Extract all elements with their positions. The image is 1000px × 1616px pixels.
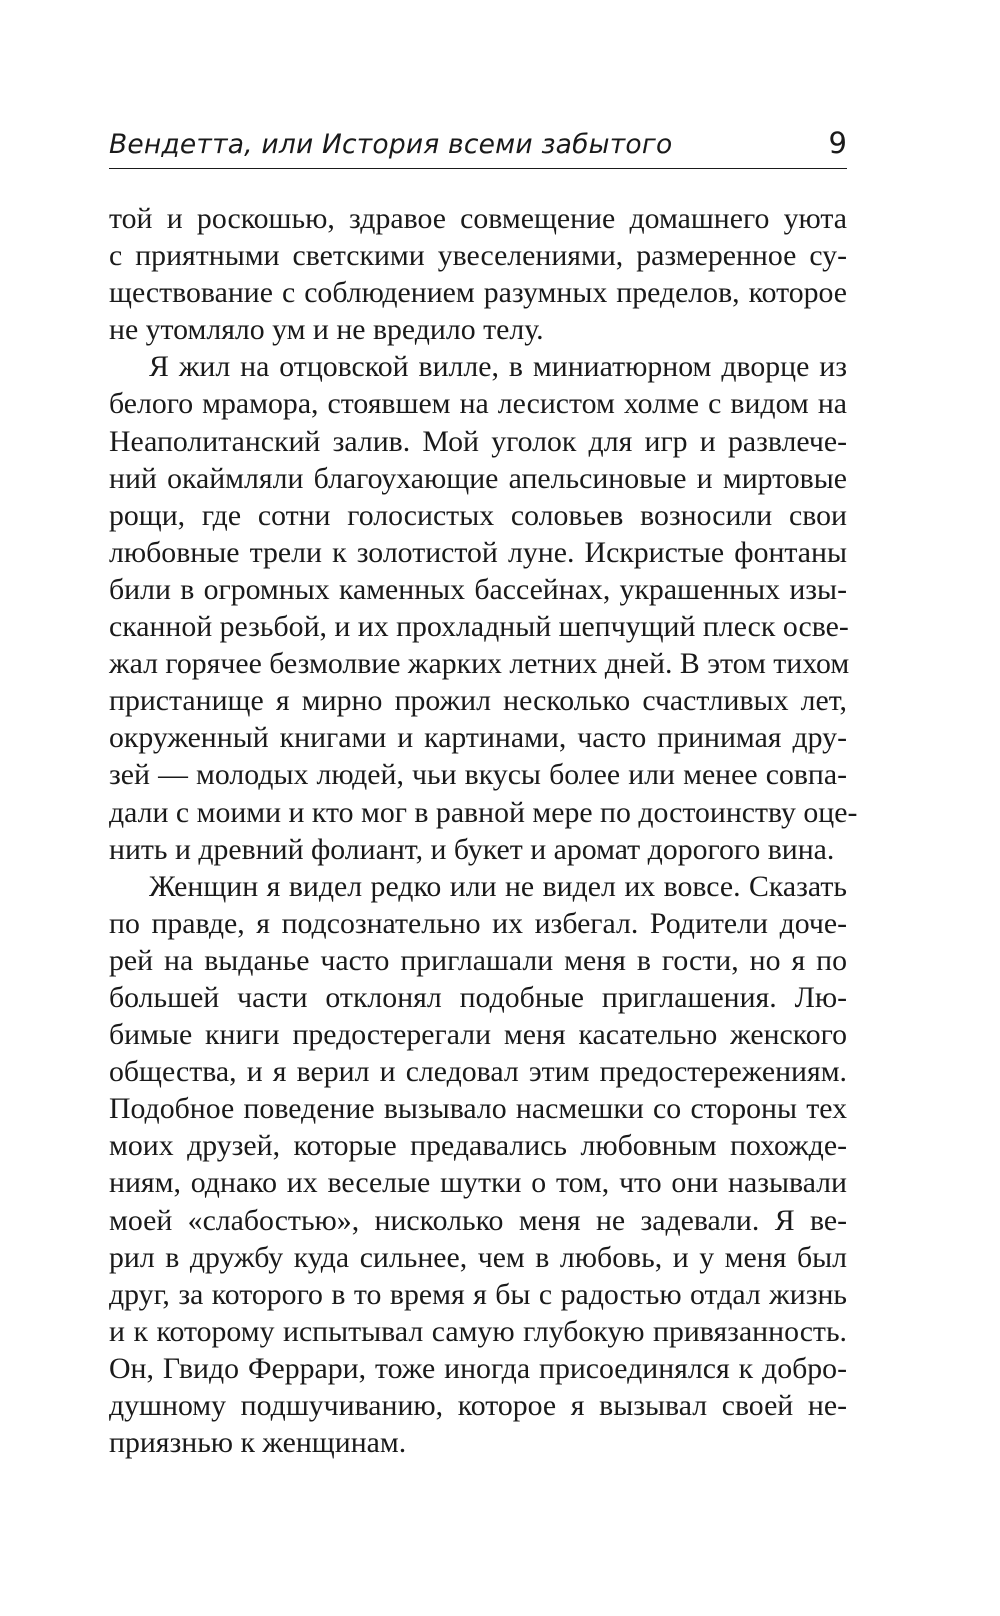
- text-line: той и роскошью, здравое совмещение домашнего уюта: [109, 202, 847, 235]
- text-line: ществование с соблюдением разумных пределов, которое: [109, 276, 847, 310]
- text-line: Женщин я видел редко или не видел их вовсе. Сказать: [149, 869, 847, 903]
- text-line: моей «слабостью», нисколько меня не задевали. Я ве-: [109, 1203, 847, 1237]
- body-text: [109, 200, 858, 1461]
- text-line: рей на выданье часто приглашали меня в гости, но я по: [109, 943, 847, 977]
- text-line: друг, за которого в то время я бы с радостью отдал жизнь: [109, 1277, 847, 1311]
- text-line: любовные трели к золотистой луне. Искристые фонтаны: [109, 535, 847, 569]
- text-line: рил в дружбу куда сильнее, чем в любовь, и у меня был: [109, 1240, 847, 1274]
- text-line: белого мрамора, стоявшем на лесистом холме с видом на: [109, 387, 847, 421]
- text-line: окруженный книгами и картинами, часто принимая дру-: [109, 721, 847, 755]
- text-line: ниям, однако их веселые шутки о том, что они называли: [109, 1166, 847, 1200]
- paragraph: [109, 348, 858, 867]
- text-line: сканной резьбой, и их прохладный шепчущий плеск осве-: [109, 610, 849, 644]
- text-line: нить и древний фолиант, и букет и аромат дорогого вина.: [109, 832, 835, 866]
- text-line: не утомляло ум и не вредило телу.: [109, 313, 544, 347]
- text-line: били в огромных каменных бассейнах, украшенных изы-: [109, 572, 847, 606]
- text-line: приязнью к женщинам.: [109, 1426, 407, 1460]
- text-line: ний окаймляли благоухающие апельсиновые и миртовые: [109, 461, 847, 495]
- text-line: с приятными светскими увеселениями, размеренное су-: [109, 239, 847, 273]
- running-header: [109, 118, 847, 169]
- page-number: 9: [828, 126, 847, 160]
- text-line: душному подшучиванию, которое я вызывал своей не-: [109, 1389, 847, 1422]
- text-line: дали с моими и кто мог в равной мере по достоинству оце-: [109, 795, 858, 829]
- paragraph: [109, 868, 847, 1462]
- text-line: Он, Гвидо Феррари, тоже иногда присоединялся к добро-: [109, 1351, 847, 1385]
- text-line: большей части отклонял подобные приглашения. Лю-: [109, 980, 847, 1014]
- text-line: по правде, я подсознательно их избегал. Родители доче-: [109, 906, 847, 940]
- text-line: пристанище я мирно прожил несколько счастливых лет,: [109, 684, 847, 718]
- paragraph: [109, 200, 847, 348]
- running-title: Вендетта, или История всеми забытого: [109, 129, 673, 160]
- text-line: зей — молодых людей, чьи вкусы более или менее совпа-: [109, 758, 847, 792]
- text-line: моих друзей, которые предавались любовным похожде-: [109, 1129, 847, 1163]
- text-line: и к которому испытывал самую глубокую привязанность.: [109, 1314, 847, 1348]
- text-line: Я жил на отцовской вилле, в миниатюрном дворце из: [149, 350, 847, 384]
- text-line: Подобное поведение вызывало насмешки со стороны тех: [109, 1092, 847, 1126]
- text-line: общества, и я верил и следовал этим предостережениям.: [109, 1055, 847, 1089]
- text-line: жал горячее безмолвие жарких летних дней. В этом тихом: [109, 647, 850, 681]
- text-line: рощи, где сотни голосистых соловьев возносили свои: [109, 498, 847, 532]
- text-line: бимые книги предостерегали меня касательно женского: [109, 1018, 847, 1052]
- text-line: Неаполитанский залив. Мой уголок для игр и развлече-: [109, 424, 847, 458]
